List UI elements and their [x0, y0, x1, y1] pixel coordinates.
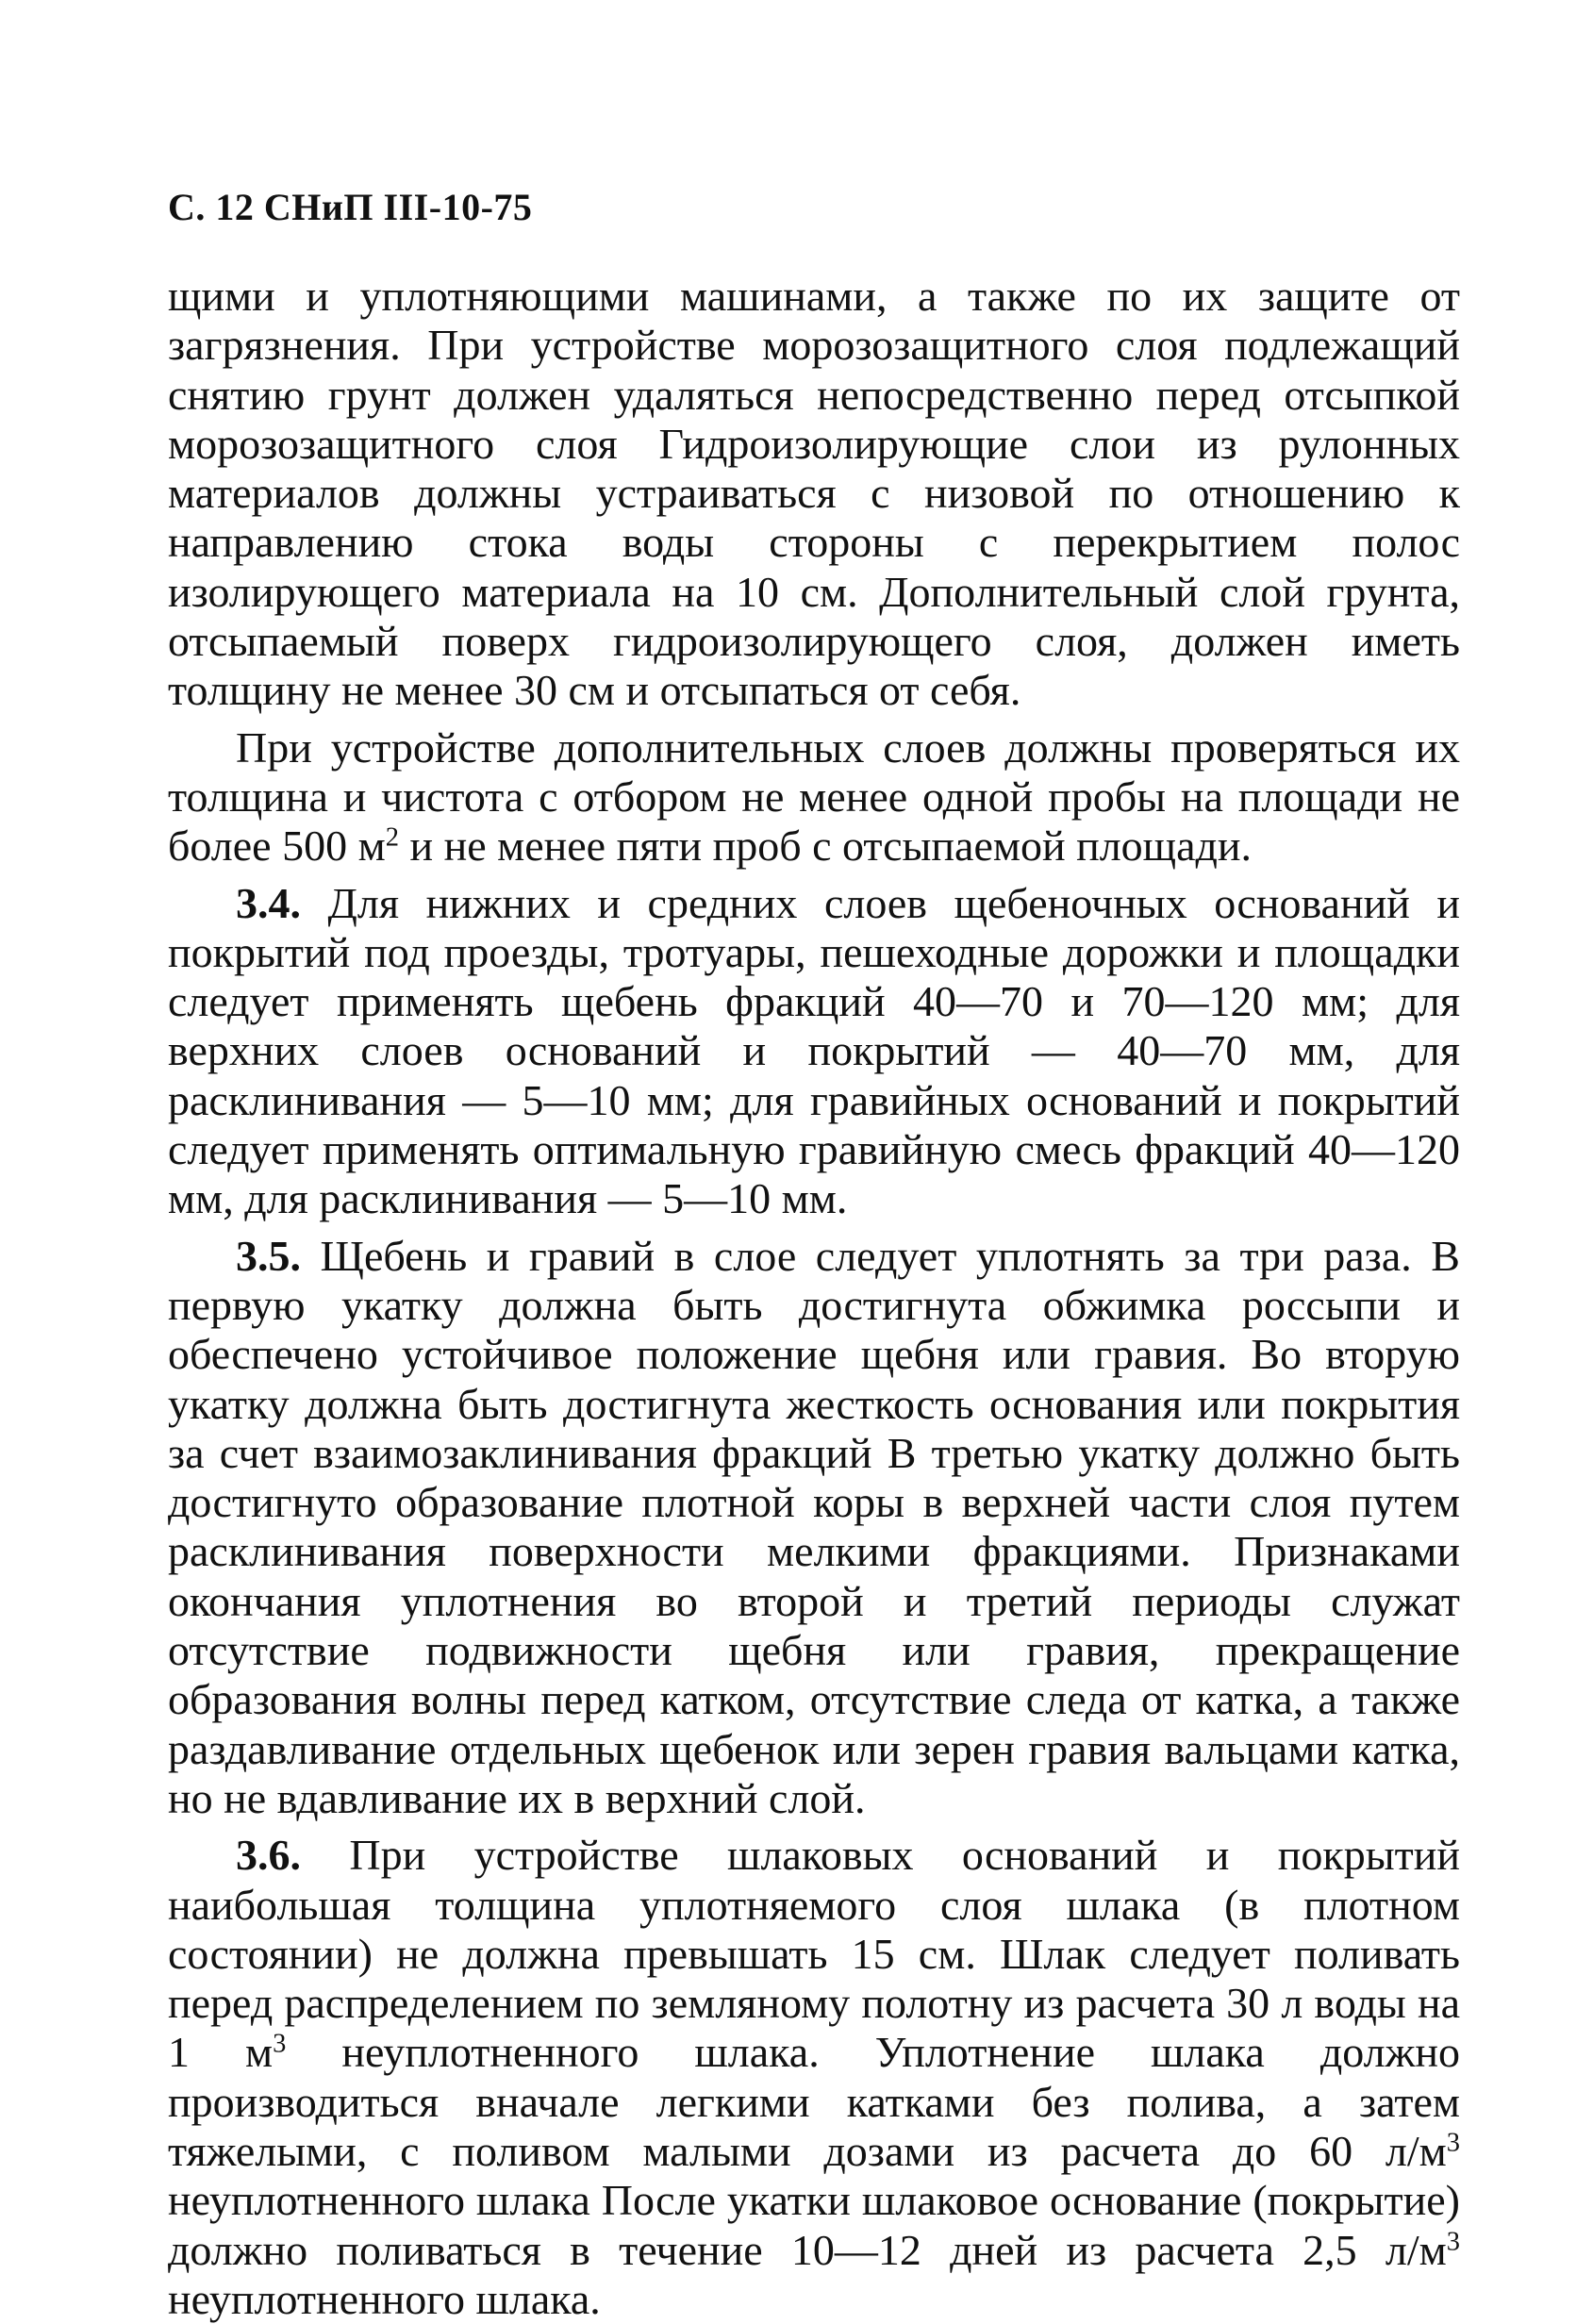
- clause-3-4: [168, 879, 1460, 1224]
- superscript: 3: [1446, 2226, 1460, 2256]
- clause-text: Щебень и гравий в слое следует уплотнять за три раза. В первую укатку должна быть достигнута обжимка россыпи и обеспечено устойчивое положение щебня или гравия. Во вторую укатку должна быть достигнута жесткость основания или покрытия за счет взаимозаклинивания фракций В третью укатку должно быть достигнуто образование плотной коры в верхней части слоя путем расклинивания поверхности мелкими фракциями. Признаками окончания уплотнения во второй и третий периоды служат отсутствие подвижности щебня или гравия, прекращение образования волны перед катком, отсутствие следа от катка, а также раздавливание отдельных щебенок или зерен гравия вальцами катка, но не вдавливание их в верхний слой.: [168, 1231, 1460, 1822]
- superscript: 3: [273, 2029, 287, 2059]
- clause-text: неуплотненного шлака После укатки шлаковое основание (покрытие) должно поливаться в течение 10—12 дней из расчета 2,5 л/м: [168, 2176, 1460, 2274]
- page-header: С. 12 СНиП III-10-75: [168, 186, 533, 228]
- paragraph-text: и не менее пяти проб с отсыпаемой площади.: [398, 822, 1253, 871]
- clause-3-5: [168, 1232, 1460, 1824]
- paragraph-sampling: [168, 723, 1460, 872]
- clause-text: При устройстве шлаковых оснований и покрытий наибольшая толщина уплотняемого слоя шлака (в плотном состоянии) не должна превышать 15 см. Шлак следует поливать перед распределением по земляному полотну из расчета 30 л воды на 1 м: [168, 1831, 1460, 2077]
- paragraph-text: При устройстве дополнительных слоев должны проверяться их толщина и чистота с отбором не менее одной пробы на площади не более 500 м: [168, 722, 1460, 871]
- paragraph-continuation: [168, 272, 1460, 716]
- superscript: 2: [385, 822, 399, 853]
- clause-text: неуплотненного шлака. Уплотнение шлака должно производиться вначале легкими катками без полива, а затем тяжелыми, с поливом малыми дозами из расчета до 60 л/м: [168, 2028, 1461, 2175]
- document-page: [168, 185, 1460, 2324]
- superscript: 3: [1446, 2128, 1460, 2158]
- paragraph-text: щими и уплотняющими машинами, а также по их защите от загрязнения. При устройстве морозозащитного слоя подлежащий снятию грунт должен удаляться непосредственно перед отсыпкой морозозащитного слоя Гидроизолирующие слои из рулонных материалов должны устраиваться с низовой по отношению к направлению стока воды стороны с перекрытием полос изолирующего материала на 10 см. Дополнительный слой грунта, отсыпаемый поверх гидроизолирующего слоя, должен иметь толщину не менее 30 см и отсыпаться от себя.: [168, 272, 1460, 715]
- clause-text: неуплотненного шлака.: [168, 2274, 601, 2323]
- clause-number: 3.4.: [236, 878, 301, 927]
- clause-number: 3.5.: [236, 1231, 301, 1280]
- clause-text: Для нижних и средних слоев щебеночных оснований и покрытий под проезды, тротуары, пешеходные дорожки и площадки следует применять щебень фракций 40—70 и 70—120 мм; для верхних слоев оснований и покрытий — 40—70 мм, для расклинивания — 5—10 мм; для гравийных оснований и покрытий следует применять оптимальную гравийную смесь фракций 40—120 мм, для расклинивания — 5—10 мм.: [168, 878, 1460, 1223]
- clause-number: 3.6.: [236, 1831, 301, 1880]
